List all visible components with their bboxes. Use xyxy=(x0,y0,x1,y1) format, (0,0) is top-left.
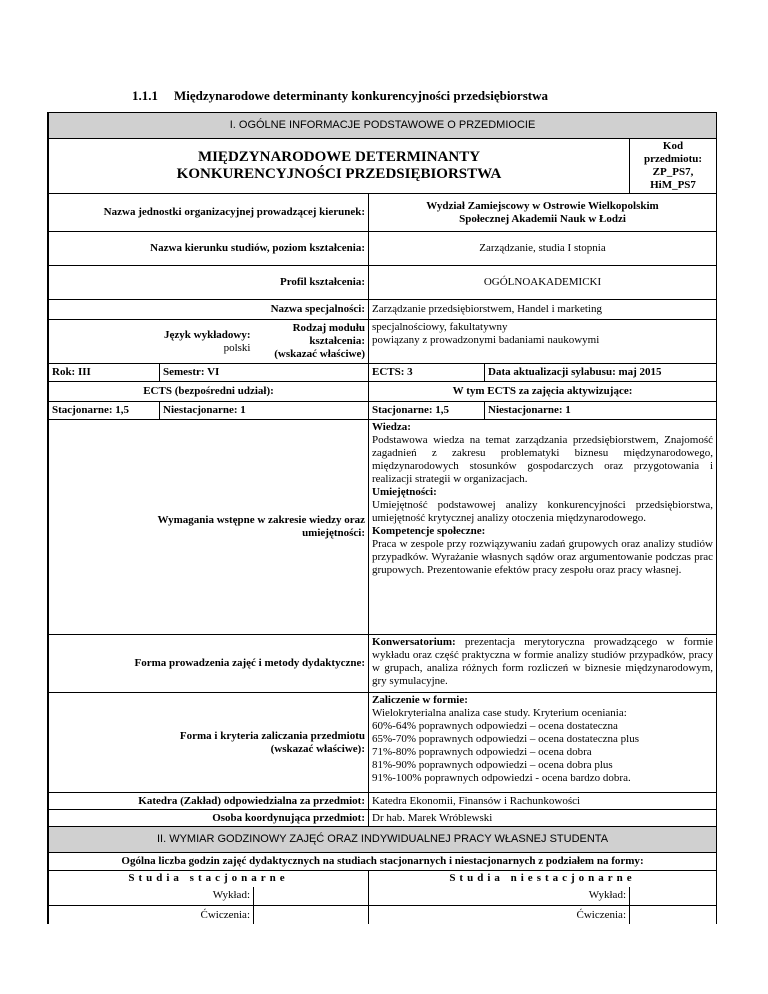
year-value: Rok: III xyxy=(49,364,160,382)
non-stationary-lecture-label: Wykład: xyxy=(369,887,630,906)
specialty-label: Nazwa specjalności: xyxy=(49,300,369,320)
assessment-label-1: Forma i kryteria zaliczania przedmiotu xyxy=(179,729,365,742)
assessment-line: 60%-64% poprawnych odpowiedzi – ocena dostateczna xyxy=(372,720,618,732)
profile-value: OGÓLNOAKADEMICKI xyxy=(369,266,717,300)
ects-active-label: W tym ECTS za zajęcia aktywizujące: xyxy=(369,382,717,402)
field-label: Nazwa kierunku studiów, poziom kształcenia: xyxy=(49,232,369,266)
unit-label: Nazwa jednostki organizacyjnej prowadzącej kierunek: xyxy=(49,194,369,232)
course-title-line1: MIĘDZYNARODOWE DETERMINANTY xyxy=(197,149,481,165)
non-stationary-lecture-hours xyxy=(630,887,717,906)
syllabus-table xyxy=(48,112,717,924)
course-title xyxy=(49,139,630,194)
non-stationary-exercises-label: Ćwiczenia: xyxy=(369,906,630,925)
stationary-lecture-label: Wykład: xyxy=(49,887,254,906)
module-type-value-2: powiązany z prowadzonymi badaniami naukowymi xyxy=(372,334,600,346)
update-date: Data aktualizacji sylabusu: maj 2015 xyxy=(485,364,717,382)
module-type-value xyxy=(369,320,717,364)
ects-direct-label: ECTS (bezpośredni udział): xyxy=(49,382,369,402)
stationary-ects-active: Stacjonarne: 1,5 xyxy=(369,402,485,420)
hours-total-heading xyxy=(49,853,717,871)
unit-value-line1: Wydział Zamiejscowy w Ostrowie Wielkopolskim xyxy=(426,199,659,212)
assessment-heading: Zaliczenie w formie: xyxy=(372,694,468,706)
requirements-value xyxy=(369,420,717,635)
teaching-form-value xyxy=(369,635,717,693)
course-code-label: Kod przedmiotu: xyxy=(643,140,703,165)
assessment-line: 81%-90% poprawnych odpowiedzi – ocena dobra plus xyxy=(372,759,613,771)
ects-value: ECTS: 3 xyxy=(369,364,485,382)
unit-value-line2: Społecznej Akademii Nauk w Łodzi xyxy=(459,212,626,225)
assessment-line: 65%-70% poprawnych odpowiedzi – ocena dostateczna plus xyxy=(372,733,639,745)
specialty-value: Zarządzanie przedsiębiorstwem, Handel i marketing xyxy=(369,300,717,320)
hours-total-text: Ogólna liczba godzin zajęć dydaktycznych na studiach stacjonarnych i niestacjonarnych z podziałem na formy xyxy=(121,855,640,867)
stationary-exercises-label: Ćwiczenia: xyxy=(49,906,254,925)
stationary-lecture-hours xyxy=(254,887,369,906)
assessment-label-2: (wskazać właściwe): xyxy=(270,742,365,755)
section-heading xyxy=(132,88,548,104)
non-stationary-exercises-hours xyxy=(630,906,717,925)
course-code-cell xyxy=(630,139,717,194)
assessment-label xyxy=(49,693,369,793)
syllabus-frame xyxy=(47,112,717,924)
requirements-label-1: Wymagania wstępne w zakresie wiedzy oraz xyxy=(157,514,365,526)
requirements-label xyxy=(49,420,369,635)
course-title-line2: KONKURENCYJNOŚCI PRZEDSIĘBIORSTWA xyxy=(176,166,502,182)
unit-value xyxy=(369,194,717,232)
language-label: Język wykładowy: xyxy=(164,328,251,341)
teaching-form-heading: Konwersatorium: xyxy=(372,636,456,648)
non-stationary-ects-active: Niestacjonarne: 1 xyxy=(485,402,717,420)
assessment-line: 91%-100% poprawnych odpowiedzi - ocena bardzo dobra. xyxy=(372,772,631,784)
competences-heading: Kompetencje społeczne: xyxy=(372,525,486,537)
coordinator-value: Dr hab. Marek Wróblewski xyxy=(369,810,717,827)
language-cell xyxy=(49,320,254,364)
stationary-ects-direct: Stacjonarne: 1,5 xyxy=(49,402,160,420)
section2-header: II. WYMIAR GODZINOWY ZAJĘĆ ORAZ INDYWIDUALNEJ PRACY WŁASNEJ STUDENTA xyxy=(49,827,717,853)
knowledge-text: Podstawowa wiedza na temat zarządzania przedsiębiorstwem, Znajomość zagadnień z zakresu problematyki biznesu międzynarodowego, międzynarodowych stosunków gospodarczych oraz przygotowania i realizacji strategii w organizacjach. xyxy=(372,434,714,485)
assessment-value xyxy=(369,693,717,793)
profile-label: Profil kształcenia: xyxy=(49,266,369,300)
skills-text: Umiejętność podstawowej analizy konkurencyjności przedsiębiorstwa, umiejętność krytycznej analizy otoczenia międzynarodowego. xyxy=(372,499,714,524)
non-stationary-ects-direct: Niestacjonarne: 1 xyxy=(160,402,369,420)
teaching-form-text: prezentacja merytoryczna prowadzącego w formie wykładu oraz część praktyczna w formie analizy studiów przypadków, pracy w grupach, analiza różnych form rozliczeń w biznesie międzynarodowym, gry symulacyjne. xyxy=(372,636,714,687)
department-value: Katedra Ekonomii, Finansów i Rachunkowości xyxy=(369,793,717,810)
course-code-value: ZP_PS7, HiM_PS7 xyxy=(650,166,696,191)
section-number: 1.1.1 xyxy=(132,88,158,103)
section-title: Międzynarodowe determinanty konkurencyjności przedsiębiorstwa xyxy=(174,88,548,103)
assessment-line: Wielokryterialna analiza case study. Kryterium oceniania: xyxy=(372,707,627,719)
competences-text: Praca w zespole przy rozwiązywaniu zadań grupowych oraz analizy studiów przypadków. Wyrażanie własnych sądów oraz argumentowanie podczas prac grupowych. Prezentowanie efektów pracy zespołu oraz pracy własnej. xyxy=(372,538,714,576)
module-type-label-3: (wskazać właściwe) xyxy=(274,348,365,360)
language-value: polski xyxy=(223,341,251,354)
module-type-value-1: specjalnościowy, fakultatywny xyxy=(372,321,508,333)
assessment-line: 71%-80% poprawnych odpowiedzi – ocena dobra xyxy=(372,746,592,758)
requirements-label-2: umiejętności: xyxy=(302,527,365,539)
department-label: Katedra (Zakład) odpowiedzialna za przedmiot: xyxy=(49,793,369,810)
module-type-label-1: Rodzaj modułu xyxy=(292,322,365,334)
non-stationary-studies-label: Studia niestacjonarne xyxy=(369,871,717,887)
hours-total-colon: : xyxy=(639,855,644,867)
stationary-studies-label: Studia stacjonarne xyxy=(49,871,369,887)
field-value: Zarządzanie, studia I stopnia xyxy=(369,232,717,266)
stationary-exercises-hours xyxy=(254,906,369,925)
section1-header: I. OGÓLNE INFORMACJE PODSTAWOWE O PRZEDMIOCIE xyxy=(49,113,717,139)
knowledge-heading: Wiedza: xyxy=(372,421,411,433)
coordinator-label: Osoba koordynująca przedmiot: xyxy=(49,810,369,827)
skills-heading: Umiejętności: xyxy=(372,486,437,498)
teaching-form-label: Forma prowadzenia zajęć i metody dydaktyczne: xyxy=(49,635,369,693)
semester-value: Semestr: VI xyxy=(160,364,369,382)
module-type-label-2: kształcenia: xyxy=(309,335,365,347)
module-type-label xyxy=(254,320,369,364)
